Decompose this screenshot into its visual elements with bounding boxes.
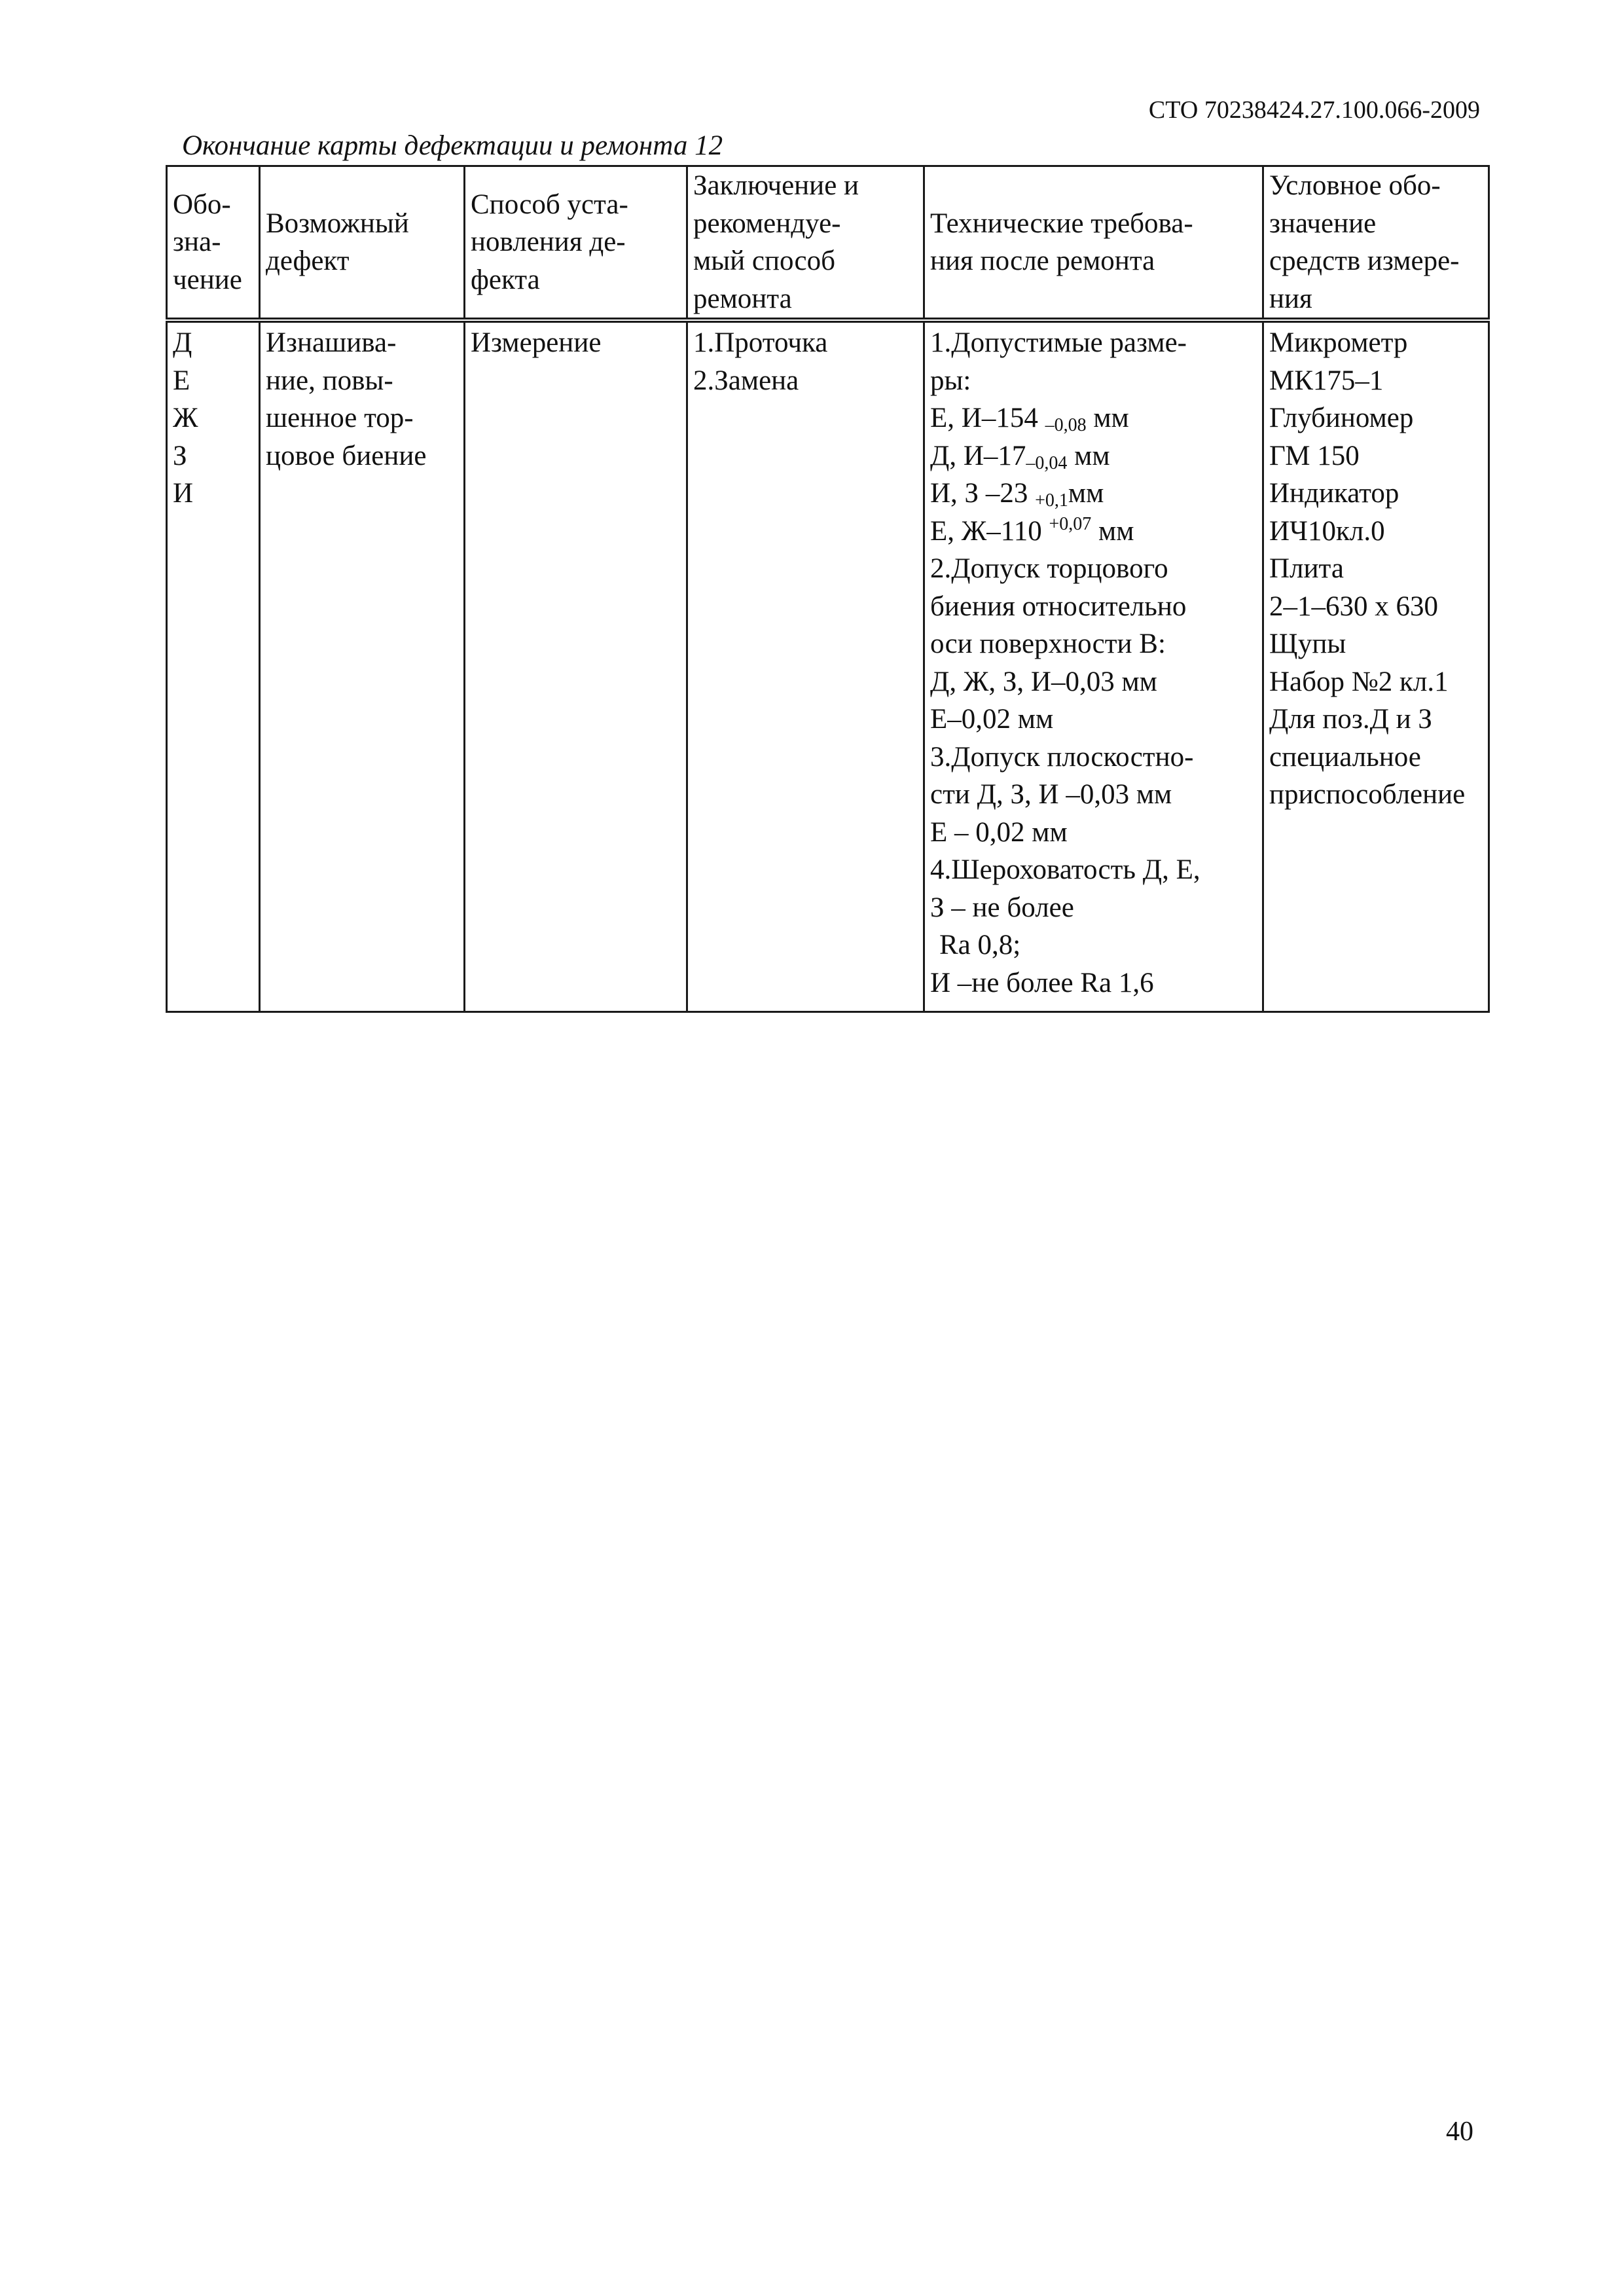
header-line: ния <box>1269 283 1312 314</box>
cell-instruments <box>1263 320 1489 1012</box>
requirement-line: И –не более Ra 1,6 <box>930 967 1154 998</box>
designation-letter: Д <box>173 327 192 358</box>
instrument-line: Плита <box>1269 553 1344 584</box>
unit-text: мм <box>1098 515 1134 547</box>
dimension-text: Д, И–17 <box>930 440 1026 471</box>
unit-text: мм <box>1074 440 1110 471</box>
header-conclusion <box>687 166 924 321</box>
header-line: рекомендуе- <box>693 208 841 239</box>
requirement-line: сти Д, З, И –0,03 мм <box>930 779 1172 810</box>
header-instruments <box>1263 166 1489 321</box>
requirement-line: 4.Шероховатость Д, Е, <box>930 854 1200 885</box>
conclusion-line: 1.Проточка <box>693 327 828 358</box>
tolerance-subscript: +0,1 <box>1035 490 1068 511</box>
header-line: средств измере- <box>1269 246 1460 276</box>
defect-line: цовое биение <box>266 440 427 471</box>
cell-designation <box>167 320 260 1012</box>
table-caption: Окончание карты дефектации и ремонта 12 <box>182 130 723 161</box>
page-number: 40 <box>1446 2117 1473 2147</box>
header-line: фекта <box>471 264 540 295</box>
requirement-line: Е – 0,02 мм <box>930 816 1068 848</box>
header-line: зна- <box>173 227 221 258</box>
document-code: СТО 70238424.27.100.066-2009 <box>1148 96 1480 124</box>
header-line: Технические требова- <box>930 208 1193 239</box>
cell-defect <box>260 320 465 1012</box>
instrument-line: приспособление <box>1269 779 1466 810</box>
header-line: чение <box>173 264 242 295</box>
requirement-line <box>930 513 1257 551</box>
designation-letter: З <box>173 440 187 471</box>
header-line: значение <box>1269 208 1377 239</box>
header-line: Способ уста- <box>471 189 628 220</box>
conclusion-line: 2.Замена <box>693 365 799 396</box>
method-line: Измерение <box>471 327 602 358</box>
tolerance-subscript: –0,04 <box>1026 452 1068 473</box>
designation-letter: Е <box>173 365 190 396</box>
header-requirements <box>924 166 1263 321</box>
defect-line: ние, повы- <box>266 365 393 396</box>
tolerance-superscript: +0,07 <box>1049 513 1092 534</box>
defect-repair-table <box>166 165 1490 1013</box>
instrument-line: Микрометр <box>1269 327 1408 358</box>
instrument-line: Щупы <box>1269 629 1346 659</box>
cell-conclusion <box>687 320 924 1012</box>
header-designation <box>167 166 260 321</box>
table-header-row <box>167 166 1489 321</box>
defect-line: шенное тор- <box>266 403 414 433</box>
unit-text: мм <box>1068 478 1104 509</box>
instrument-line: Для поз.Д и З <box>1269 704 1432 735</box>
header-defect <box>260 166 465 321</box>
requirement-line: оси поверхности В: <box>930 629 1166 659</box>
unit-text: мм <box>1093 403 1129 433</box>
cell-requirements <box>924 320 1263 1012</box>
header-line: мый способ <box>693 246 835 276</box>
designation-letter: И <box>173 478 194 509</box>
header-line: дефект <box>266 246 350 276</box>
header-line: Заключение и <box>693 170 859 201</box>
instrument-line: ГМ 150 <box>1269 440 1360 471</box>
dimension-text: И, З –23 <box>930 478 1028 509</box>
instrument-line: специальное <box>1269 741 1421 773</box>
header-line: новления де- <box>471 227 626 258</box>
designation-letter: Ж <box>173 403 198 433</box>
header-line: Обо- <box>173 189 231 220</box>
requirement-line: ры: <box>930 365 971 396</box>
requirement-line: 1.Допустимые разме- <box>930 327 1187 358</box>
requirement-line: З – не более <box>930 892 1074 923</box>
requirement-line <box>930 399 1257 437</box>
dimension-text: Е, И–154 <box>930 403 1038 433</box>
requirement-line: Д, Ж, З, И–0,03 мм <box>930 666 1157 697</box>
requirement-line <box>930 475 1257 513</box>
instrument-line: ИЧ10кл.0 <box>1269 515 1385 547</box>
header-line: Условное обо- <box>1269 170 1441 201</box>
requirement-line: биения относительно <box>930 591 1187 622</box>
instrument-line: МК175–1 <box>1269 365 1384 396</box>
requirement-line: 2.Допуск торцового <box>930 553 1168 584</box>
instrument-line: Набор №2 кл.1 <box>1269 666 1449 697</box>
instrument-line: Индикатор <box>1269 478 1399 509</box>
table-row <box>167 320 1489 1012</box>
header-detection-method <box>465 166 687 321</box>
instrument-line: Глубиномер <box>1269 403 1414 433</box>
requirement-line: Е–0,02 мм <box>930 704 1054 735</box>
defect-line: Изнашива- <box>266 327 397 358</box>
header-line: ремонта <box>693 283 792 314</box>
instrument-line: 2–1–630 х 630 <box>1269 591 1438 622</box>
header-line: ния после ремонта <box>930 246 1155 276</box>
dimension-text: Е, Ж–110 <box>930 515 1042 547</box>
requirement-line: 3.Допуск плоскостно- <box>930 741 1194 773</box>
tolerance-subscript: –0,08 <box>1045 415 1087 435</box>
cell-detection-method <box>465 320 687 1012</box>
requirement-line: Ra 0,8; <box>939 930 1021 960</box>
header-line: Возможный <box>266 208 409 239</box>
requirement-line <box>930 437 1257 475</box>
